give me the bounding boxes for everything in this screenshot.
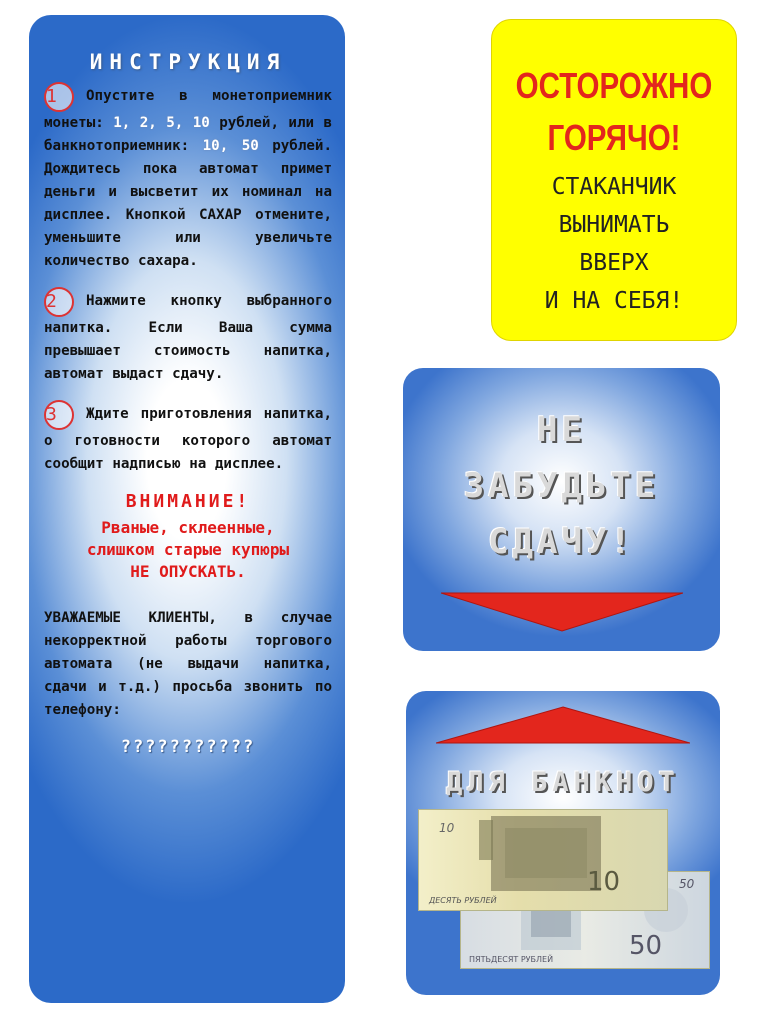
cup-line-3: ВВЕРХ <box>579 250 649 276</box>
warning-line-2: слишком старые купюры <box>86 540 290 559</box>
banknote-10-value: 10 <box>587 867 621 897</box>
hot-line-2: ГОРЯЧО! <box>547 117 681 158</box>
step-1-coins: 1, 2, 5, 10 <box>113 115 210 131</box>
step-number-3: 3 <box>44 400 74 430</box>
cup-line-4: И НА СЕБЯ! <box>544 288 684 314</box>
warning-line-1: Рваные, склеенные, <box>101 518 275 537</box>
step-3-text: Ждите приготовления напитка, о готовности которого автомат сообщит надписью на дисплее. <box>44 406 332 472</box>
change-line-2: ЗАБУДЬТЕ <box>463 466 660 506</box>
step-number-1: 1 <box>44 82 74 112</box>
cup-instructions <box>492 168 736 320</box>
step-1-notes: 10, 50 <box>202 138 259 154</box>
cup-line-2: ВЫНИМАТЬ <box>558 212 670 238</box>
step-1 <box>44 82 332 273</box>
step-3 <box>44 400 332 476</box>
step-1-text-b: рублей, или в банкнотоприемник: <box>44 115 332 154</box>
step-number-2: 2 <box>44 287 74 317</box>
change-line-1: НЕ <box>537 410 586 450</box>
banknote-10-corner: 10 <box>439 821 455 835</box>
banknote-10-caption: ДЕСЯТЬ РУБЛЕЙ <box>429 896 497 905</box>
warning-title: ВНИМАНИЕ! <box>125 491 251 512</box>
banknote-panel <box>406 691 720 995</box>
step-1-text-c: рублей. Дождитесь пока автомат примет деньги и высветит их номинал на дисплее. Кнопкой САХАР отмените, уменьшите или увеличьте количество сахара. <box>44 138 332 269</box>
banknote-10-art <box>419 810 667 910</box>
step-1-text-a: Опустите в монетоприемник монеты: <box>44 88 332 131</box>
banknote-50-value: 50 <box>629 931 663 961</box>
clients-notice: УВАЖАЕМЫЕ КЛИЕНТЫ, в случае некорректной работы торгового автомата (не выдачи напитка, сдачи и т.д.) просьба звонить по телефону: <box>44 610 332 718</box>
arrow-up-icon <box>436 705 690 745</box>
change-line-3: СДАЧУ! <box>488 522 635 562</box>
arrow-down-icon <box>441 591 683 633</box>
banknote-50-corner: 50 <box>679 877 695 891</box>
hot-warning-panel <box>491 19 737 341</box>
instruction-panel <box>29 15 345 1003</box>
warning-line-3: НЕ ОПУСКАТЬ. <box>130 562 246 581</box>
banknote-10 <box>418 809 668 911</box>
instruction-title: ИНСТРУКЦИЯ <box>89 50 287 74</box>
change-reminder-panel <box>403 368 720 651</box>
step-2 <box>44 287 332 386</box>
banknote-title: ДЛЯ БАНКНОТ <box>446 767 680 798</box>
cup-line-1: СТАКАНЧИК <box>551 174 677 200</box>
step-2-text: Нажмите кнопку выбранного напитка. Если Ваша сумма превышает стоимость напитка, автомат выдаст сдачу. <box>44 293 332 382</box>
hot-line-1: ОСТОРОЖНО <box>515 65 713 106</box>
warning-text <box>44 517 332 583</box>
banknote-50-caption: ПЯТЬДЕСЯТ РУБЛЕЙ <box>469 955 554 964</box>
phone-number: ??????????? <box>120 737 256 757</box>
